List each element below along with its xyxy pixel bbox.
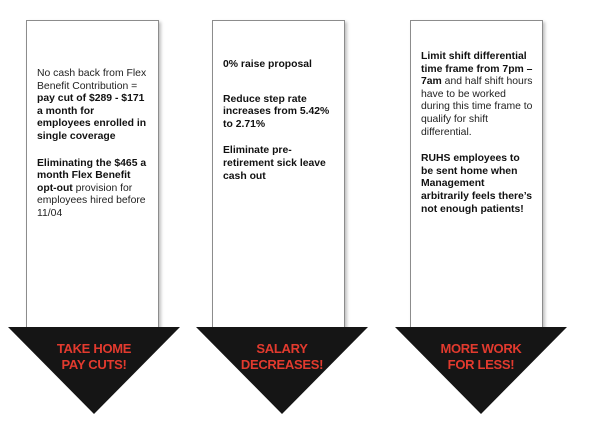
panel-text <box>421 51 534 230</box>
panel-text <box>37 68 150 235</box>
panel-paragraph: No cash back from Flex Benefit Contribution = pay cut of $289 - $171 a month for employees enrolled in single coverage <box>37 68 147 142</box>
arrow-label: TAKE HOME PAY CUTS! <box>56 341 132 372</box>
arrow-label: SALARY DECREASES! <box>240 341 324 372</box>
panel-paragraph: 0% raise proposal <box>223 59 312 70</box>
more-work-arrow <box>395 327 567 414</box>
panel-paragraph: Eliminating the $465 a month Flex Benefit opt-out provision for employees hired before 11/04 <box>37 157 147 219</box>
take-home-pay-arrow <box>8 327 180 414</box>
panel-text <box>223 59 336 197</box>
more-work-panel <box>410 20 543 332</box>
salary-decreases-panel <box>212 20 345 332</box>
take-home-pay-panel <box>26 20 159 332</box>
panel-paragraph: RUHS employees to be sent home when Management arbitrarily feels there’s not enough patients! <box>421 153 533 215</box>
panel-paragraph: Eliminate pre-retirement sick leave cash out <box>223 145 326 182</box>
panel-paragraph: Limit shift differential time frame from 7pm – 7am and half shift hours have to be worked during this time frame to qualify for shift differential. <box>421 51 533 138</box>
arrow-label: MORE WORK FOR LESS! <box>440 341 522 372</box>
panel-paragraph: Reduce step rate increases from 5.42% to 2.71% <box>223 93 330 130</box>
salary-decreases-arrow <box>196 327 368 414</box>
